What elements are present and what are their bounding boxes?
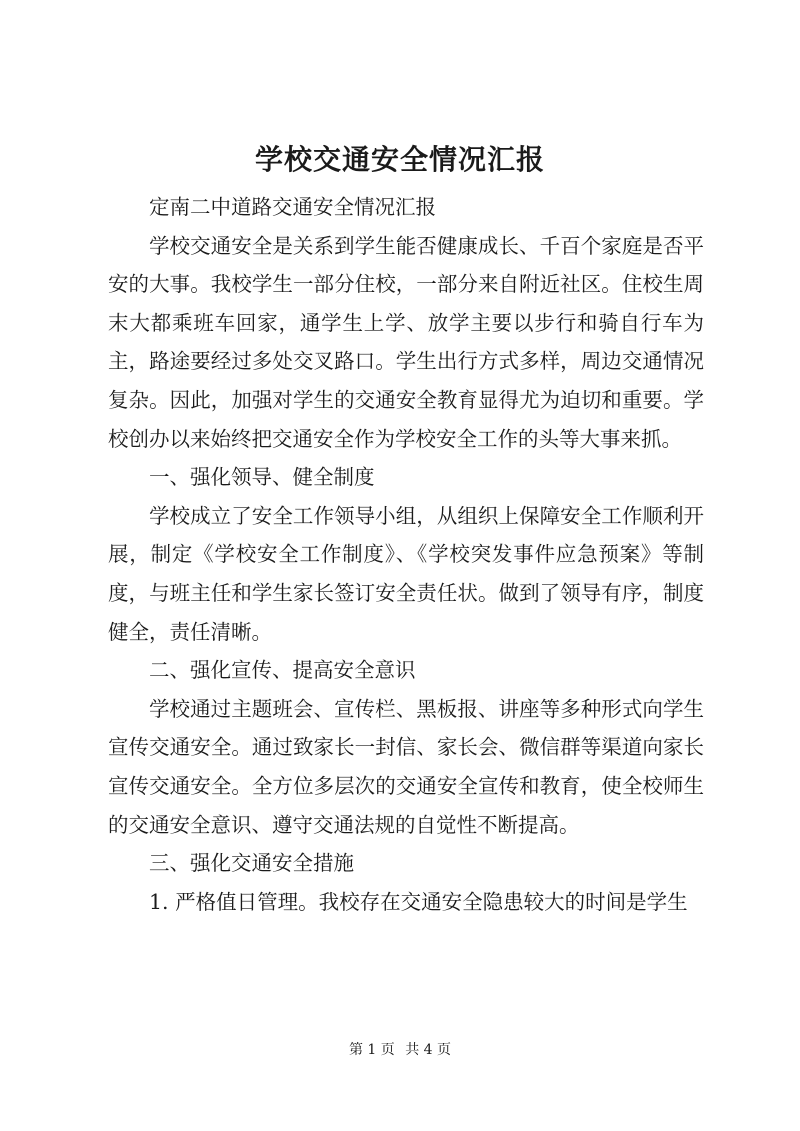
section-heading-2: 二、强化宣传、提高安全意识 — [149, 658, 416, 683]
subtitle-paragraph: 定南二中道路交通安全情况汇报 — [149, 195, 436, 219]
section-heading-1: 一、强化领导、健全制度 — [149, 465, 375, 490]
section-2-paragraph: 学校通过主题班会、宣传栏、黑板报、讲座等多种形式向学生宣传交通安全。通过致家长一封信、家长会、微信群等渠道向家长宣传交通安全。全方位多层次的交通安全宣传和教育，使全校师生的交通安全意识、遵守交通法规的自觉性不断提高。 — [108, 696, 704, 837]
document-body — [108, 188, 704, 921]
page-number: 第 1 页 — [348, 1042, 395, 1058]
section-heading-3: 三、强化交通安全措施 — [149, 851, 354, 876]
section-3-item-1: 1. 严格值日管理。我校存在交通安全隐患较大的时间是学生 — [149, 889, 688, 914]
intro-paragraph: 学校交通安全是关系到学生能否健康成长、千百个家庭是否平安的大事。我校学生一部分住校，一部分来自附近社区。住校生周末大都乘班车回家，通学生上学、放学主要以步行和骑自行车为主，路途要经过多处交叉路口。学生出行方式多样，周边交通情况复杂。因此，加强对学生的交通安全教育显得尤为迫切和重要。学校创办以来始终把交通安全作为学校安全工作的头等大事来抓。 — [108, 233, 704, 451]
section-1-paragraph: 学校成立了安全工作领导小组，从组织上保障安全工作顺利开展，制定《学校安全工作制度》、《学校突发事件应急预案》等制度，与班主任和学生家长签订安全责任状。做到了领导有序，制度健全，责任清晰。 — [108, 503, 704, 644]
document-title: 学校交通安全情况汇报 — [254, 143, 545, 176]
page-footer — [0, 1040, 800, 1060]
page-total: 共 4 页 — [405, 1042, 452, 1058]
